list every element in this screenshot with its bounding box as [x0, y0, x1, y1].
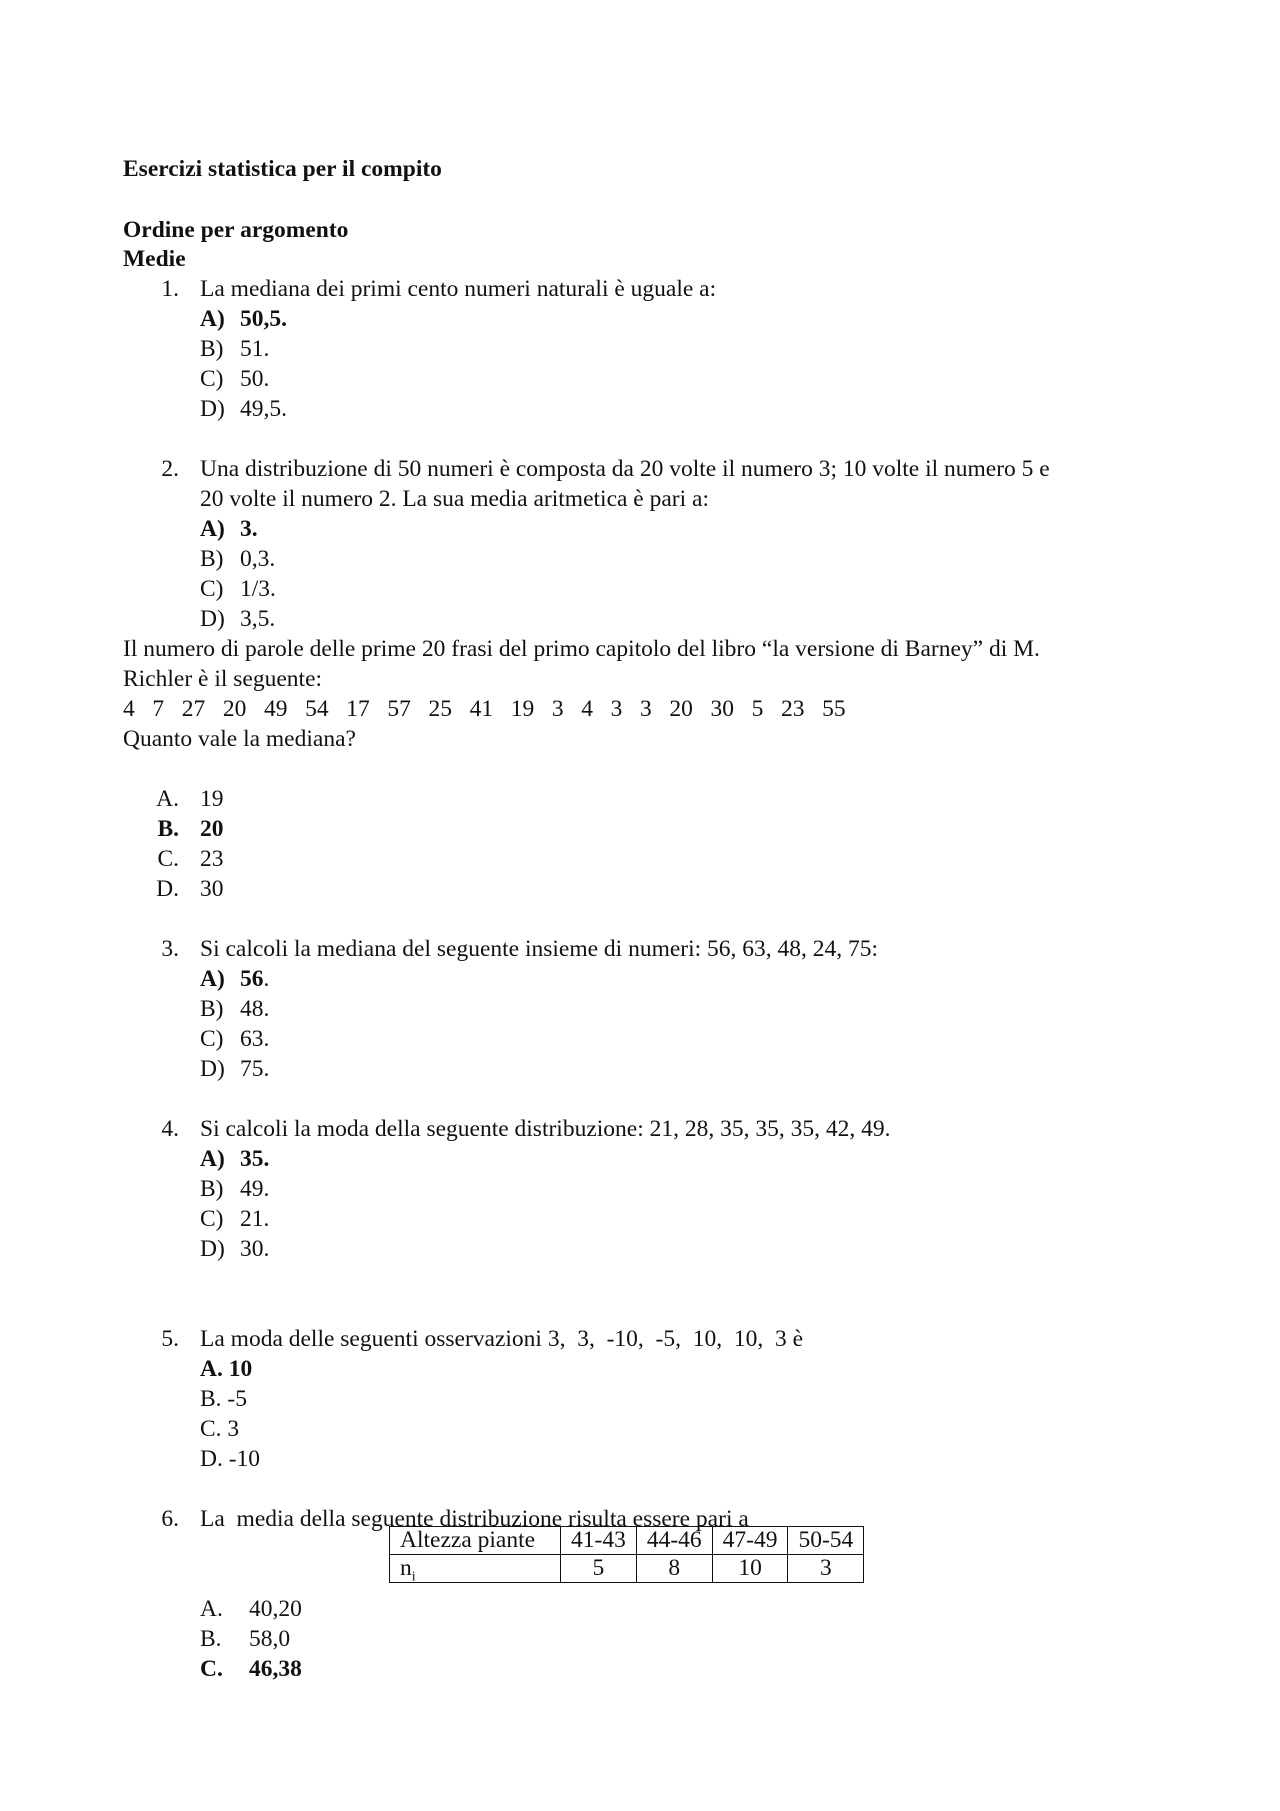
question-2-number: 2. — [161, 456, 179, 482]
q2-option-b-letter: B) — [200, 546, 224, 572]
q3-option-b-letter: B) — [200, 996, 224, 1022]
q2-option-b-text: 0,3. — [240, 546, 276, 572]
question-1-number: 1. — [161, 276, 179, 302]
q4-option-a-text: 35. — [240, 1146, 270, 1172]
table-header-row — [390, 1527, 864, 1555]
q3-option-a — [240, 964, 269, 994]
question-2-text-line2: 20 volte il numero 2. La sua media aritmetica è pari a: — [200, 486, 709, 512]
barney-option-a-text: 19 — [200, 786, 224, 812]
q2-option-d-letter: D) — [200, 606, 225, 632]
q1-option-b-text: 51. — [240, 336, 270, 362]
distribution-table — [389, 1526, 864, 1583]
barney-option-d-text: 30 — [200, 876, 224, 902]
q2-option-c-text: 1/3. — [240, 576, 276, 602]
barney-option-c-text: 23 — [200, 846, 224, 872]
document-title: Esercizi statistica per il compito — [123, 156, 442, 182]
q1-option-a-letter: A) — [200, 306, 225, 332]
q6-option-c-letter: C. — [200, 1656, 223, 1682]
table-header-cell: Altezza piante — [390, 1527, 561, 1555]
barney-question-prompt: Quanto vale la mediana? — [123, 726, 356, 752]
question-5-number: 5. — [161, 1326, 179, 1352]
q3-option-c-letter: C) — [200, 1026, 224, 1052]
row-label-main: n — [400, 1555, 412, 1581]
question-6-number: 6. — [161, 1506, 179, 1532]
q4-option-d-text: 30. — [240, 1236, 270, 1262]
q1-option-d-text: 49,5. — [240, 396, 287, 422]
q4-option-c-letter: C) — [200, 1206, 224, 1232]
barney-option-d-letter: D. — [156, 876, 179, 902]
question-4-number: 4. — [161, 1116, 179, 1142]
question-4-text: Si calcoli la moda della seguente distribuzione: 21, 28, 35, 35, 35, 42, 49. — [200, 1116, 891, 1142]
table-header-cell: 50-54 — [788, 1527, 864, 1555]
q1-option-b-letter: B) — [200, 336, 224, 362]
question-1-text: La mediana dei primi cento numeri naturali è uguale a: — [200, 276, 717, 302]
q1-option-c-text: 50. — [240, 366, 270, 392]
barney-number-list: 4 7 27 20 49 54 17 57 25 41 19 3 4 3 3 20 30 5 23 55 — [123, 696, 846, 722]
q6-option-b-text: 58,0 — [249, 1626, 291, 1652]
barney-option-b-text: 20 — [200, 816, 224, 842]
table-cell: 5 — [561, 1555, 637, 1583]
table-header-cell: 47-49 — [712, 1527, 788, 1555]
q4-option-b-letter: B) — [200, 1176, 224, 1202]
q2-option-a-letter: A) — [200, 516, 225, 542]
question-3-text: Si calcoli la mediana del seguente insieme di numeri: 56, 63, 48, 24, 75: — [200, 936, 879, 962]
table-row — [390, 1555, 864, 1583]
q5-option-c: C. 3 — [200, 1416, 240, 1442]
q3-option-a-text: 56 — [240, 966, 264, 992]
question-6-text: La media della seguente distribuzione risulta essere pari a — [200, 1506, 749, 1532]
table-cell: 8 — [636, 1555, 712, 1583]
q1-option-a-text: 50,5. — [240, 306, 287, 332]
q3-option-d-text: 75. — [240, 1056, 270, 1082]
q1-option-d-letter: D) — [200, 396, 225, 422]
question-3-number: 3. — [161, 936, 179, 962]
table-row-label — [390, 1555, 561, 1583]
table-cell: 3 — [788, 1555, 864, 1583]
q5-option-a: A. 10 — [200, 1356, 253, 1382]
q5-option-d: D. -10 — [200, 1446, 261, 1472]
q4-option-c-text: 21. — [240, 1206, 270, 1232]
q3-option-d-letter: D) — [200, 1056, 225, 1082]
barney-question-line1: Il numero di parole delle prime 20 frasi del primo capitolo del libro “la versione di Barney” di M. — [123, 636, 1040, 662]
question-2-text-line1: Una distribuzione di 50 numeri è composta da 20 volte il numero 3; 10 volte il numero 5 e — [200, 456, 1050, 482]
question-5-text: La moda delle seguenti osservazioni 3, 3, -10, -5, 10, 10, 3 è — [200, 1326, 804, 1352]
q4-option-a-letter: A) — [200, 1146, 225, 1172]
q3-option-a-suffix: . — [263, 966, 270, 992]
q4-option-d-letter: D) — [200, 1236, 225, 1262]
q4-option-b-text: 49. — [240, 1176, 270, 1202]
q6-option-c-text: 46,38 — [249, 1656, 302, 1682]
table-header-cell: 41-43 — [561, 1527, 637, 1555]
q6-option-a-text: 40,20 — [249, 1596, 302, 1622]
barney-option-c-letter: C. — [157, 846, 179, 872]
section-heading: Ordine per argomento — [123, 217, 349, 243]
q3-option-a-letter: A) — [200, 966, 225, 992]
q2-option-d-text: 3,5. — [240, 606, 276, 632]
q2-option-a-text: 3. — [240, 516, 258, 542]
q6-option-b-letter: B. — [200, 1626, 222, 1652]
barney-option-b-letter: B. — [157, 816, 179, 842]
subsection-heading: Medie — [123, 246, 186, 272]
table-cell: 10 — [712, 1555, 788, 1583]
q3-option-b-text: 48. — [240, 996, 270, 1022]
q6-option-a-letter: A. — [200, 1596, 223, 1622]
barney-option-a-letter: A. — [156, 786, 179, 812]
q2-option-c-letter: C) — [200, 576, 224, 602]
q3-option-c-text: 63. — [240, 1026, 270, 1052]
row-label-subscript: i — [411, 1569, 416, 1585]
q5-option-b: B. -5 — [200, 1386, 247, 1412]
barney-question-line2: Richler è il seguente: — [123, 666, 323, 692]
q1-option-c-letter: C) — [200, 366, 224, 392]
table-header-cell: 44-46 — [636, 1527, 712, 1555]
